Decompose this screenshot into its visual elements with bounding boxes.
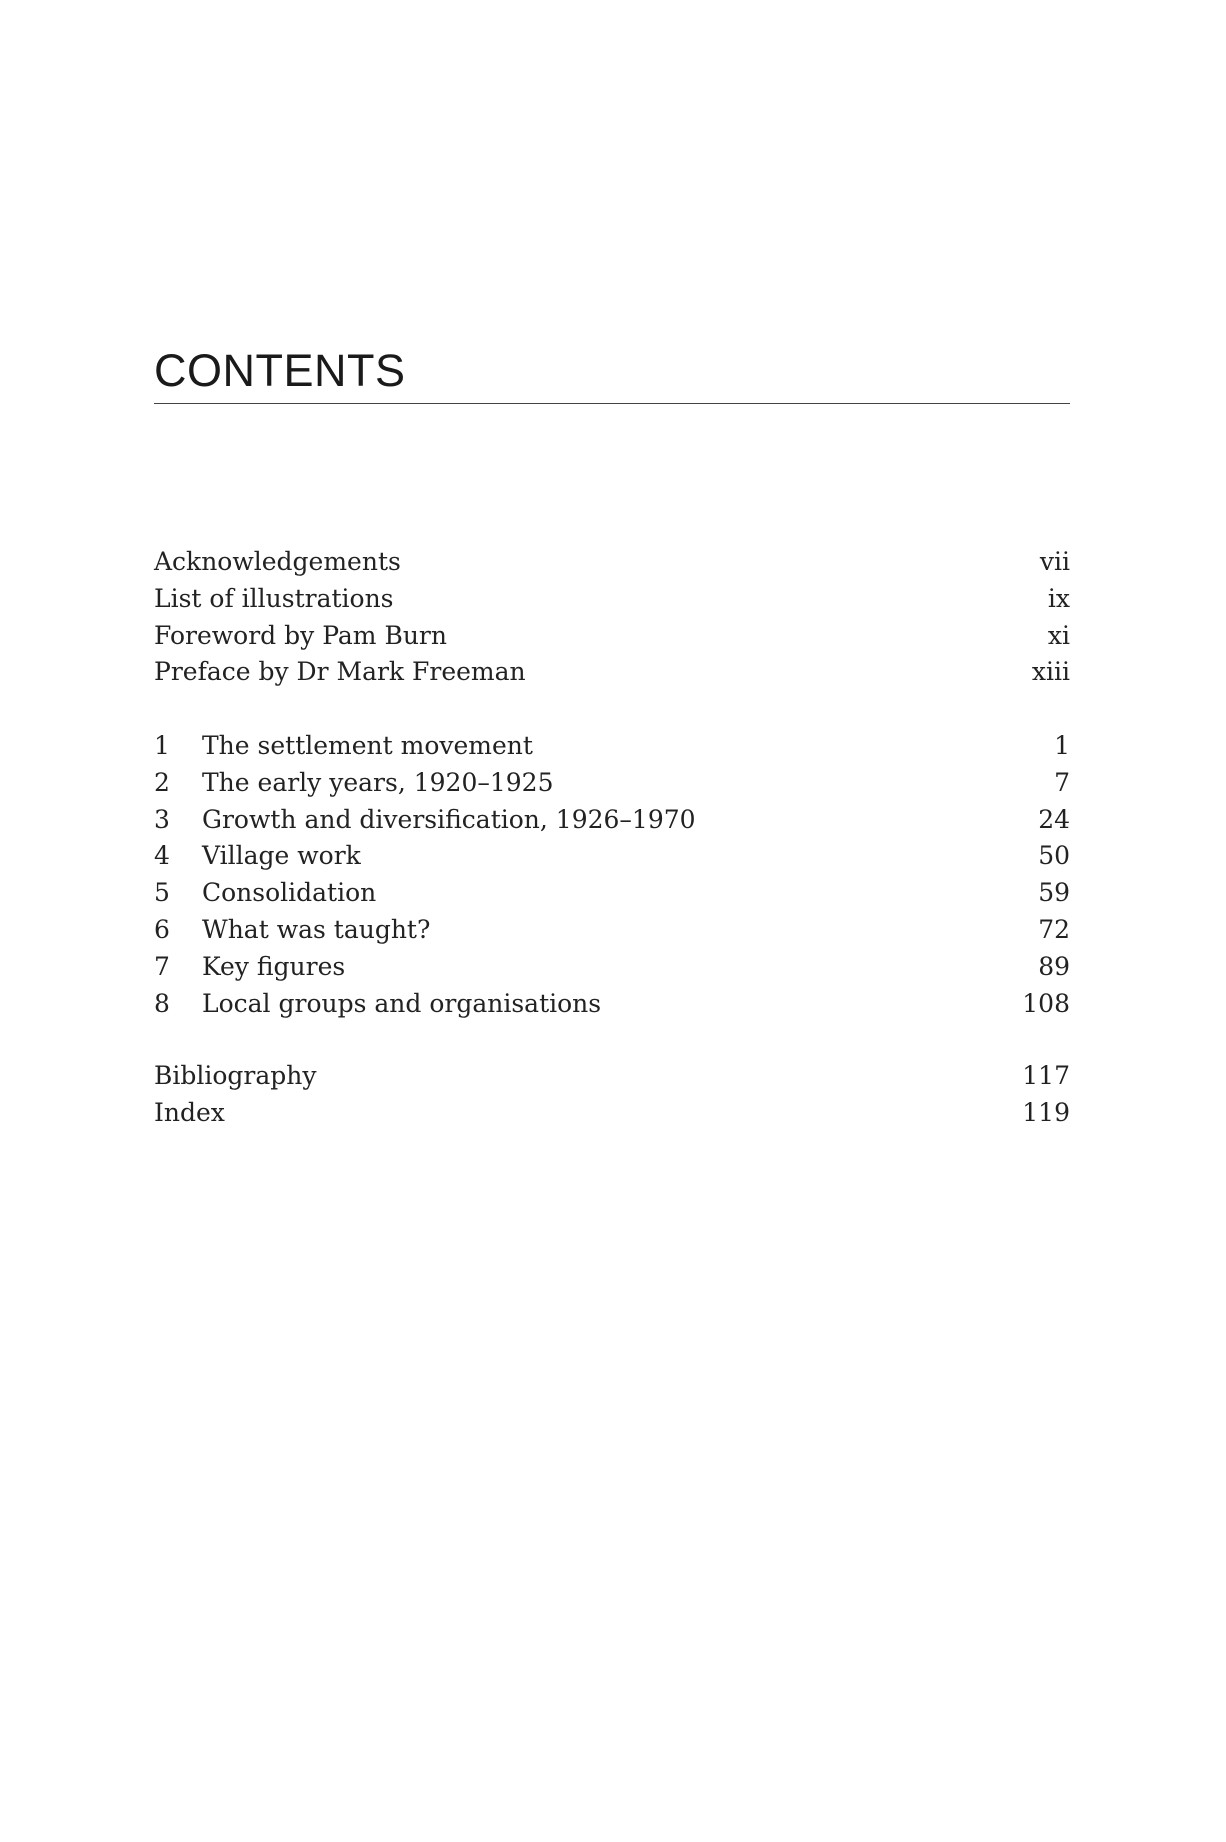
chapter-number: 5: [154, 878, 170, 908]
toc-entry: [154, 581, 1070, 618]
chapter-number: 6: [154, 914, 170, 944]
title-rule: [154, 403, 1070, 404]
chapter-title: The settlement movement: [202, 731, 533, 760]
chapter-page: 1: [1054, 731, 1070, 760]
chapter-title: Growth and diversification, 1926–1970: [202, 804, 696, 834]
toc-entry-title: Bibliography: [154, 1061, 317, 1090]
chapter-page: 24: [1038, 804, 1070, 834]
toc-entry-title: Foreword by Pam Burn: [154, 620, 447, 650]
toc-entry-page: 119: [1022, 1097, 1070, 1127]
chapter-number: 7: [154, 951, 170, 981]
chapter-list: [154, 728, 1070, 1022]
toc-entry: [154, 1058, 1070, 1095]
chapter-title: Village work: [202, 841, 361, 871]
chapter-number: 1: [154, 731, 170, 760]
chapter-entry: [154, 912, 1070, 949]
toc-entry-title: Preface by Dr Mark Freeman: [154, 657, 526, 687]
toc-entry-page: vii: [1039, 547, 1070, 576]
chapter-number: 3: [154, 804, 170, 834]
back-matter-list: [154, 1058, 1070, 1132]
chapter-entry: [154, 802, 1070, 839]
chapter-page: 108: [1022, 988, 1070, 1018]
chapter-title: Local groups and organisations: [202, 988, 602, 1018]
chapter-number: 2: [154, 767, 170, 797]
chapter-page: 72: [1038, 914, 1070, 944]
chapter-title: Key figures: [202, 951, 346, 981]
toc-entry-page: xiii: [1031, 657, 1070, 687]
toc-entry-page: ix: [1047, 583, 1070, 613]
toc-entry: [154, 544, 1070, 581]
chapter-entry: [154, 986, 1070, 1023]
toc-entry-page: 117: [1022, 1061, 1070, 1090]
toc-entry: [154, 654, 1070, 691]
chapter-page: 59: [1038, 878, 1070, 908]
chapter-title: The early years, 1920–1925: [202, 767, 554, 797]
chapter-title: Consolidation: [202, 878, 377, 908]
front-matter-list: [154, 544, 1070, 691]
chapter-entry: [154, 875, 1070, 912]
chapter-entry: [154, 838, 1070, 875]
toc-entry-page: xi: [1047, 620, 1070, 650]
chapter-title: What was taught?: [202, 914, 431, 944]
chapter-page: 7: [1054, 767, 1070, 797]
chapter-page: 89: [1038, 951, 1070, 981]
toc-entry-title: Acknowledgements: [154, 547, 401, 576]
toc-entry: [154, 618, 1070, 655]
page-title: CONTENTS: [154, 345, 406, 396]
chapter-number: 4: [154, 841, 170, 871]
toc-entry: [154, 1095, 1070, 1132]
chapter-entry: [154, 728, 1070, 765]
chapter-entry: [154, 765, 1070, 802]
toc-entry-title: Index: [154, 1097, 225, 1127]
chapter-number: 8: [154, 988, 170, 1018]
toc-entry-title: List of illustrations: [154, 583, 394, 613]
chapter-page: 50: [1038, 841, 1070, 871]
chapter-entry: [154, 949, 1070, 986]
